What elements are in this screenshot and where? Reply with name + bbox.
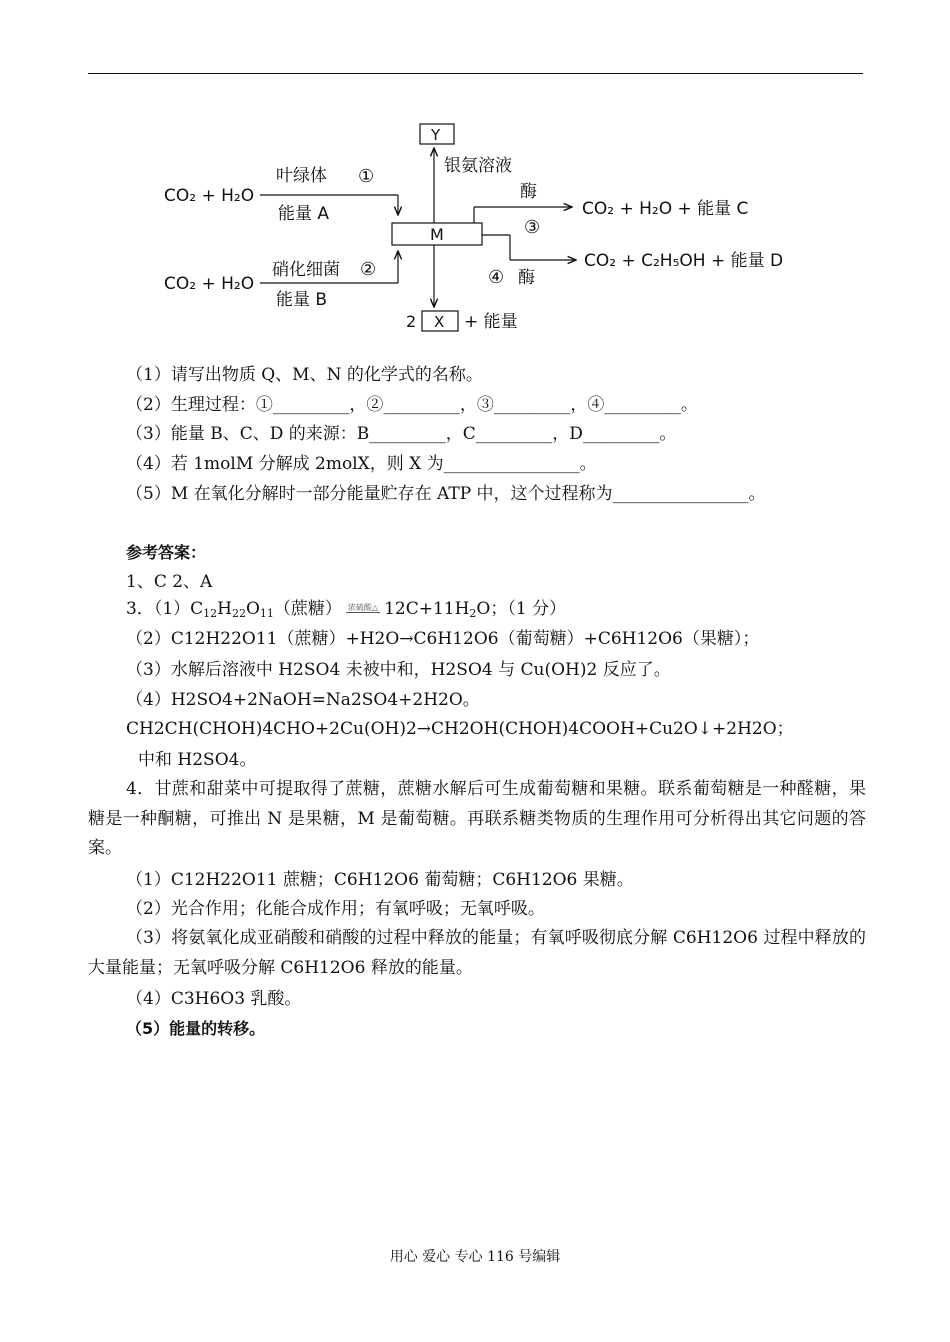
answer-3-1-name: （蔗糖） <box>273 599 342 619</box>
step-2-label: ② <box>360 259 377 280</box>
question-3: （3）能量 B、C、D 的来源：B_________，C_________，D_________。 <box>126 424 677 444</box>
product-3-label: CO₂ + H₂O + 能量 C <box>582 199 749 219</box>
answer-4-5: （5）能量的转移。 <box>126 1019 266 1038</box>
silver-ammonia-label: 银氨溶液 <box>444 156 512 176</box>
page-footer: 用心 爱心 专心 116 号编辑 <box>389 1249 561 1265</box>
answer-4-paragraph: 4．甘蔗和甜菜中可提取得了蔗糖，蔗糖水解后可生成葡萄糖和果糖。联系葡萄糖是一种醛糖，果糖是一种酮糖，可推出 N 是果糖，M 是葡萄糖。再联系糖类物质的生理作用可分析得出其它问题的答案。 <box>88 779 866 858</box>
answer-3-3: （3）水解后溶液中 H2SO4 未被中和，H2SO4 与 Cu(OH)2 反应了。 <box>126 660 671 680</box>
header-rule <box>88 73 863 74</box>
answer-4-3: （3）将氨氧化成亚硝酸和硝酸的过程中释放的能量；有氧呼吸彻底分解 C6H12O6 过程中释放的大量能量；无氧呼吸分解 C6H12O6 释放的能量。 <box>88 928 866 978</box>
answer-3-2: （2）C12H22O11（蔗糖）+H2O→C6H12O6（葡萄糖）+C6H12O6（果糖）； <box>126 629 760 649</box>
energy-b-label: 能量 B <box>276 290 328 310</box>
x-suffix: + 能量 <box>464 312 518 332</box>
step-4-label: ④ <box>488 267 505 288</box>
chlorophyll-label: 叶绿体 <box>276 166 327 186</box>
step-1-label: ① <box>358 166 375 187</box>
answer-4-1: （1）C12H22O11 蔗糖；C6H12O6 葡萄糖；C6H12O6 果糖。 <box>126 870 634 890</box>
box-m-label: M <box>430 225 444 244</box>
answer-1-2: 1、C 2、A <box>126 572 213 592</box>
question-1: （1）请写出物质 Q、M、N 的化学式的名称。 <box>126 365 483 385</box>
answer-3-1-score: （1 分） <box>507 599 567 619</box>
x-prefix: 2 <box>406 312 417 331</box>
box-y-label: Y <box>431 126 441 144</box>
answer-4-2: （2）光合作用；化能合成作用；有氧呼吸；无氧呼吸。 <box>126 899 545 919</box>
answer-3-4: （4）H2SO4+2NaOH=Na2SO4+2H2O。 <box>126 690 480 710</box>
input-1-label: CO₂ + H₂O <box>164 186 255 206</box>
answer-3-4-neutralize: 中和 H2SO4。 <box>138 750 257 770</box>
answer-4-4: （4）C3H6O3 乳酸。 <box>126 989 302 1009</box>
metabolism-diagram <box>150 115 800 340</box>
question-2: （2）生理过程：①_________，②_________，③_________，④_________。 <box>126 395 698 415</box>
question-5: （5）M 在氧化分解时一部分能量贮存在 ATP 中，这个过程称为________________。 <box>126 484 766 504</box>
reaction-condition: 浓硫酸△ <box>347 603 379 612</box>
answer-heading: 参考答案： <box>126 543 207 562</box>
answer-3-4-equation: CH2CH(CHOH)4CHO+2Cu(OH)2→CH2OH(CHOH)4COOH+Cu2O↓+2H2O； <box>126 719 794 739</box>
question-4: （4）若 1molM 分解成 2molX，则 X 为________________。 <box>126 454 597 474</box>
answer-3-1-prefix: 3．（1） <box>126 599 191 619</box>
enzyme-3-label: 酶 <box>520 182 537 202</box>
nitrifying-label: 硝化细菌 <box>272 260 340 280</box>
box-x-label: X <box>434 313 445 331</box>
enzyme-4-label: 酶 <box>518 268 535 288</box>
input-2-label: CO₂ + H₂O <box>164 274 255 294</box>
answer-3-1: 3．$(1)C_{12}H_{22}O_{11}$（蔗糖） 浓硫酸△ $12C+11H_2O$；（1 分） <box>126 599 567 620</box>
step-3-label: ③ <box>524 217 541 238</box>
product-4-label: CO₂ + C₂H₅OH + 能量 D <box>584 251 784 271</box>
energy-a-label: 能量 A <box>278 204 330 224</box>
